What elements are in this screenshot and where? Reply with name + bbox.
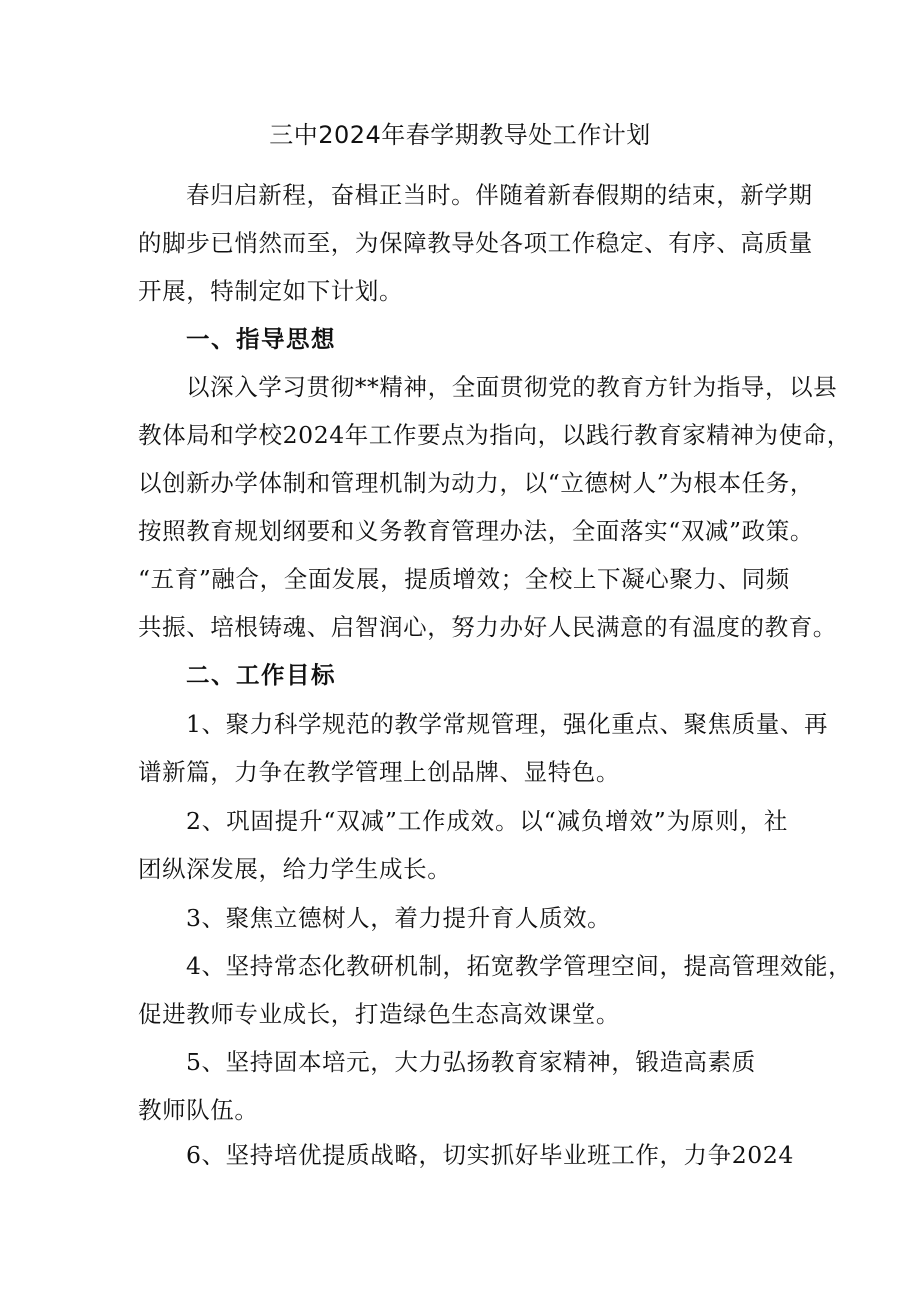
document-title: 三中2024年春学期教导处工作计划 [269, 121, 651, 149]
goal-3-line-1: 3、聚焦立德树人，着力提升育人质效。 [186, 904, 612, 932]
section1-line-2: 教体局和学校2024年工作要点为指向，以践行教育家精神为使命， [138, 421, 851, 449]
goal-4-line-1: 4、坚持常态化教研机制，拓宽教学管理空间，提高管理效能， [186, 952, 853, 980]
section-heading-work-goals: 二、工作目标 [186, 661, 336, 689]
section1-line-1: 以深入学习贯彻**精神，全面贯彻党的教育方针为指导，以县 [186, 373, 838, 401]
goal-5-line-2: 教师队伍。 [138, 1096, 259, 1124]
goal-2-line-2: 团纵深发展，给力学生成长。 [138, 855, 452, 883]
goal-4-line-2: 促进教师专业成长，打造绿色生态高效课堂。 [138, 1000, 620, 1028]
intro-line-3: 开展，特制定如下计划。 [138, 277, 404, 305]
intro-line-1: 春归启新程，奋楫正当时。伴随着新春假期的结束，新学期 [186, 181, 813, 209]
section1-line-6: 共振、培根铸魂、启智润心，努力办好人民满意的有温度的教育。 [138, 613, 837, 641]
goal-5-line-1: 5、坚持固本培元，大力弘扬教育家精神，锻造高素质 [186, 1048, 756, 1076]
section1-line-5: “五育”融合，全面发展，提质增效；全校上下凝心聚力、同频 [138, 565, 790, 593]
intro-line-2: 的脚步已悄然而至，为保障教导处各项工作稳定、有序、高质量 [138, 229, 813, 257]
goal-2-line-1: 2、巩固提升“双减”工作成效。以“减负增效”为原则，社 [186, 807, 788, 835]
goal-6-line-1: 6、坚持培优提质战略，切实抓好毕业班工作，力争2024 [186, 1141, 794, 1169]
goal-1-line-1: 1、聚力科学规范的教学常规管理，强化重点、聚焦质量、再 [186, 710, 829, 738]
section1-line-4: 按照教育规划纲要和义务教育管理办法，全面落实“双减”政策。 [138, 517, 814, 545]
section1-line-3: 以创新办学体制和管理机制为动力，以“立德树人”为根本任务， [138, 469, 814, 497]
section-heading-guiding-ideology: 一、指导思想 [186, 325, 336, 353]
goal-1-line-2: 谱新篇，力争在教学管理上创品牌、显特色。 [138, 758, 620, 786]
